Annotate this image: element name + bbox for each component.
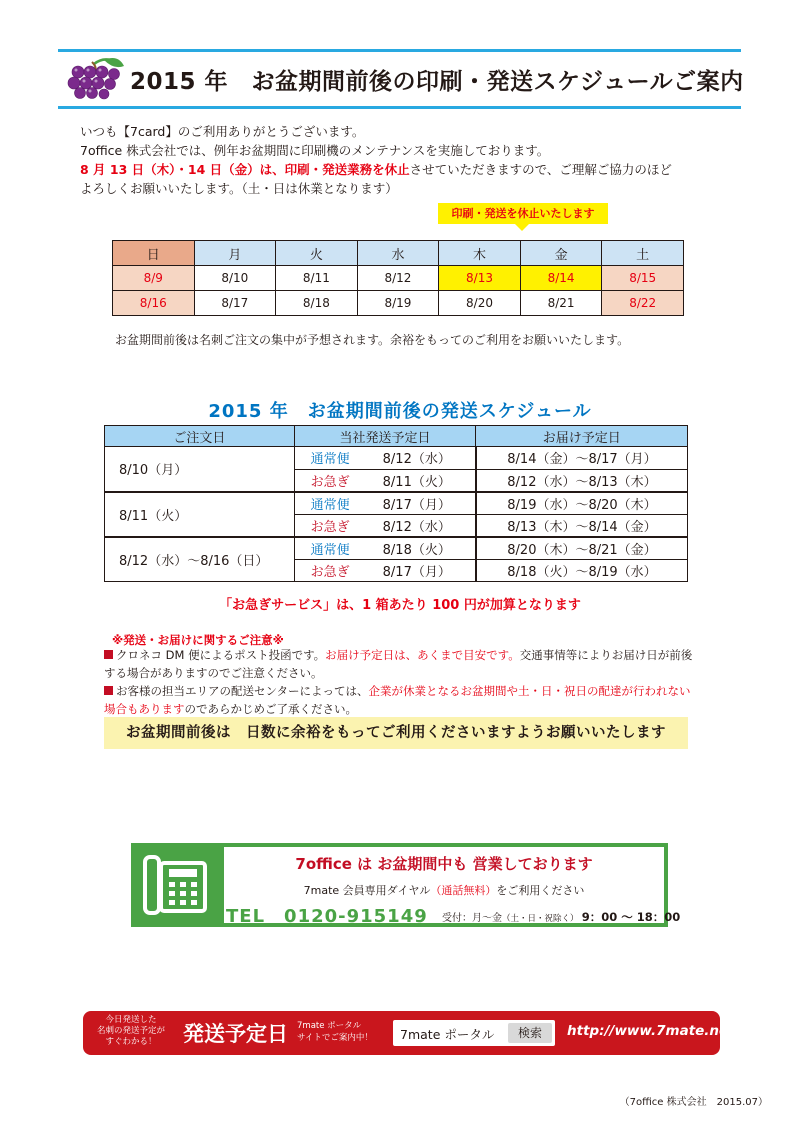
calendar-day: 8/12 <box>357 266 439 291</box>
portal-search-button[interactable]: 検索 <box>508 1023 552 1043</box>
header-ship-date: 当社発送予定日 <box>294 426 476 447</box>
grape-icon <box>64 56 130 102</box>
ship-cell <box>294 559 476 582</box>
calendar-table <box>112 240 684 316</box>
express-surcharge-note: 「お急ぎサービス」は、1 箱あたり 100 円が加算となります <box>219 598 581 613</box>
intro-line-3-rest: させていただきますので、ご理解ご協力のほど <box>409 162 672 177</box>
caution-text: 交通事情等によりお届け日が前後 <box>519 648 693 662</box>
express-label: お急ぎ <box>310 564 350 580</box>
normal-label: 通常便 <box>310 542 350 558</box>
caution-item-1 <box>104 646 694 682</box>
caution-title: ※発送・お届けに関するご注意※ <box>112 633 284 647</box>
calendar-day: 8/9 <box>113 266 195 291</box>
schedule-title: 2015 年 お盆期間前後の発送スケジュール <box>208 401 592 422</box>
intro-text <box>80 122 740 198</box>
schedule-table <box>104 425 688 582</box>
business-hours <box>442 909 680 925</box>
header-arrival-date: お届け予定日 <box>476 426 688 447</box>
weekday-thu: 木 <box>439 241 521 266</box>
toll-free-note: （通話無料） <box>430 884 497 897</box>
page-title: 2015 年 お盆期間前後の印刷・発送スケジュールご案内 <box>130 69 744 95</box>
calendar-day-suspended: 8/14 <box>520 266 602 291</box>
calendar-week-row <box>113 266 684 291</box>
dial-text: をご利用ください <box>496 884 585 897</box>
portal-search-input[interactable]: 7mate ポータル <box>400 1027 495 1042</box>
schedule-header-row <box>105 426 688 447</box>
header-rule-bottom <box>58 106 741 109</box>
calendar-day: 8/18 <box>276 291 358 316</box>
weekday-sun: 日 <box>113 241 195 266</box>
calendar-day: 8/17 <box>194 291 276 316</box>
ship-cell <box>294 469 476 492</box>
arrival-date: 8/14（金）～8/17（月） <box>476 447 688 470</box>
caution-text: お客様の担当エリアの配送センターによっては、 <box>116 684 369 698</box>
caution-item-2 <box>104 682 694 718</box>
calendar-note: お盆期間前後は名刺ご注文の集中が予想されます。余裕をもってのご利用をお願いいたします。 <box>115 333 630 347</box>
weekday-wed: 水 <box>357 241 439 266</box>
caution-2-line-2 <box>104 700 694 718</box>
schedule-row-normal <box>105 537 688 560</box>
portal-banner[interactable] <box>83 1011 740 1055</box>
business-open-notice: 7office は お盆期間中も 営業しております <box>295 855 593 873</box>
arrival-date: 8/13（木）～8/14（金） <box>476 514 688 537</box>
order-date: 8/10（月） <box>105 447 295 492</box>
arrival-date: 8/12（水）～8/13（木） <box>476 469 688 492</box>
ship-cell <box>294 492 476 515</box>
ship-cell <box>294 447 476 470</box>
portal-search-box[interactable] <box>393 1020 555 1046</box>
hours-days: 受付：月～金 <box>442 913 502 924</box>
calendar-weekday-row <box>113 241 684 266</box>
express-label: お急ぎ <box>310 474 350 490</box>
intro-line-1: いつも【7card】のご利用ありがとうございます。 <box>80 124 365 139</box>
caution-2-line-1 <box>104 682 694 700</box>
arrival-date: 8/20（木）～8/21（金） <box>476 537 688 560</box>
header-order-date: ご注文日 <box>105 426 295 447</box>
calendar-day: 8/16 <box>113 291 195 316</box>
portal-subtitle <box>297 1020 382 1044</box>
portal-heading: 発送予定日 <box>183 1022 288 1046</box>
weekday-sat: 土 <box>602 241 684 266</box>
ship-date: 8/17（月） <box>382 564 451 580</box>
caution-highlight: 場合もあります <box>104 702 185 716</box>
ship-date: 8/17（月） <box>382 497 451 513</box>
weekday-fri: 金 <box>520 241 602 266</box>
calendar-week-row <box>113 291 684 316</box>
calendar-day: 8/22 <box>602 291 684 316</box>
footer-credit: （7office 株式会社 2015.07） <box>619 1097 768 1108</box>
calendar-day: 8/15 <box>602 266 684 291</box>
intro-line-4: よろしくお願いいたします。（土・日は休業となります） <box>80 181 398 196</box>
portal-tagline-line: すぐわかる！ <box>105 1037 157 1047</box>
ship-date: 8/11（火） <box>382 474 451 490</box>
ship-cell <box>294 537 476 560</box>
caution-text: クロネコ DM 便によるポスト投函です。 <box>116 648 326 662</box>
weekday-tue: 火 <box>276 241 358 266</box>
caution-1-line-2: する場合がありますのでご注意ください。 <box>104 666 323 680</box>
ship-cell <box>294 514 476 537</box>
portal-tagline-line: 今日発送した <box>105 1015 157 1025</box>
order-date: 8/12（水）～8/16（日） <box>105 537 295 582</box>
phone-icon-panel <box>131 843 220 927</box>
reminder-banner: お盆期間前後は 日数に余裕をもってご利用くださいますようお願いいたします <box>104 717 688 749</box>
calendar-day-suspended: 8/13 <box>439 266 521 291</box>
intro-line-2: 7office 株式会社では、例年お盆期間に印刷機のメンテナンスを実施しております。 <box>80 143 550 158</box>
schedule-row-normal <box>105 492 688 515</box>
contact-box <box>220 843 681 927</box>
portal-tagline-line: 名刺の発送予定が <box>96 1026 165 1036</box>
bullet-square-icon <box>104 686 113 695</box>
calendar-day: 8/20 <box>439 291 521 316</box>
weekday-mon: 月 <box>194 241 276 266</box>
dial-instruction <box>224 882 664 898</box>
suspension-callout: 印刷・発送を休止いたします <box>438 203 608 224</box>
caution-1-line-1 <box>104 646 694 664</box>
calendar-day: 8/11 <box>276 266 358 291</box>
caution-text: のであらかじめご了承ください。 <box>184 702 357 716</box>
hours-time: 9：00 ～ 18：00 <box>581 910 681 924</box>
normal-label: 通常便 <box>310 497 350 513</box>
ship-date: 8/18（火） <box>382 542 451 558</box>
hours-exclusion: （土・日・祝除く） <box>502 914 579 924</box>
phone-icon <box>139 849 211 921</box>
normal-label: 通常便 <box>310 452 350 468</box>
phone-number[interactable]: TEL 0120-915149 <box>226 906 428 927</box>
intro-line-3 <box>80 160 740 179</box>
portal-subtitle-line: サイトでご案内中！ <box>297 1033 373 1043</box>
arrival-date: 8/18（火）～8/19（水） <box>476 559 688 582</box>
ship-date: 8/12（水） <box>382 519 451 535</box>
calendar-day: 8/21 <box>520 291 602 316</box>
header-rule-top <box>58 49 741 52</box>
bullet-square-icon <box>104 650 113 659</box>
suspension-notice: 8 月 13 日（木）・14 日（金）は、印刷・発送業務を休止 <box>80 162 410 177</box>
schedule-row-normal <box>105 447 688 470</box>
arrival-date: 8/19（水）～8/20（木） <box>476 492 688 515</box>
calendar-day: 8/10 <box>194 266 276 291</box>
ship-date: 8/12（水） <box>382 452 451 468</box>
calendar-day: 8/19 <box>357 291 439 316</box>
portal-subtitle-line: 7mate ポータル <box>297 1021 362 1031</box>
dial-text: 7mate 会員専用ダイヤル <box>303 884 431 897</box>
caution-highlight: お届け予定日は、あくまで目安です。 <box>325 648 520 662</box>
caution-highlight: 企業が休業となるお盆期間や土・日・祝日の配達が行われない <box>368 684 691 698</box>
portal-url-link[interactable]: http://www.7mate.net/ <box>567 1023 740 1039</box>
express-label: お急ぎ <box>310 519 350 535</box>
order-date: 8/11（火） <box>105 492 295 537</box>
portal-tagline <box>89 1015 173 1048</box>
